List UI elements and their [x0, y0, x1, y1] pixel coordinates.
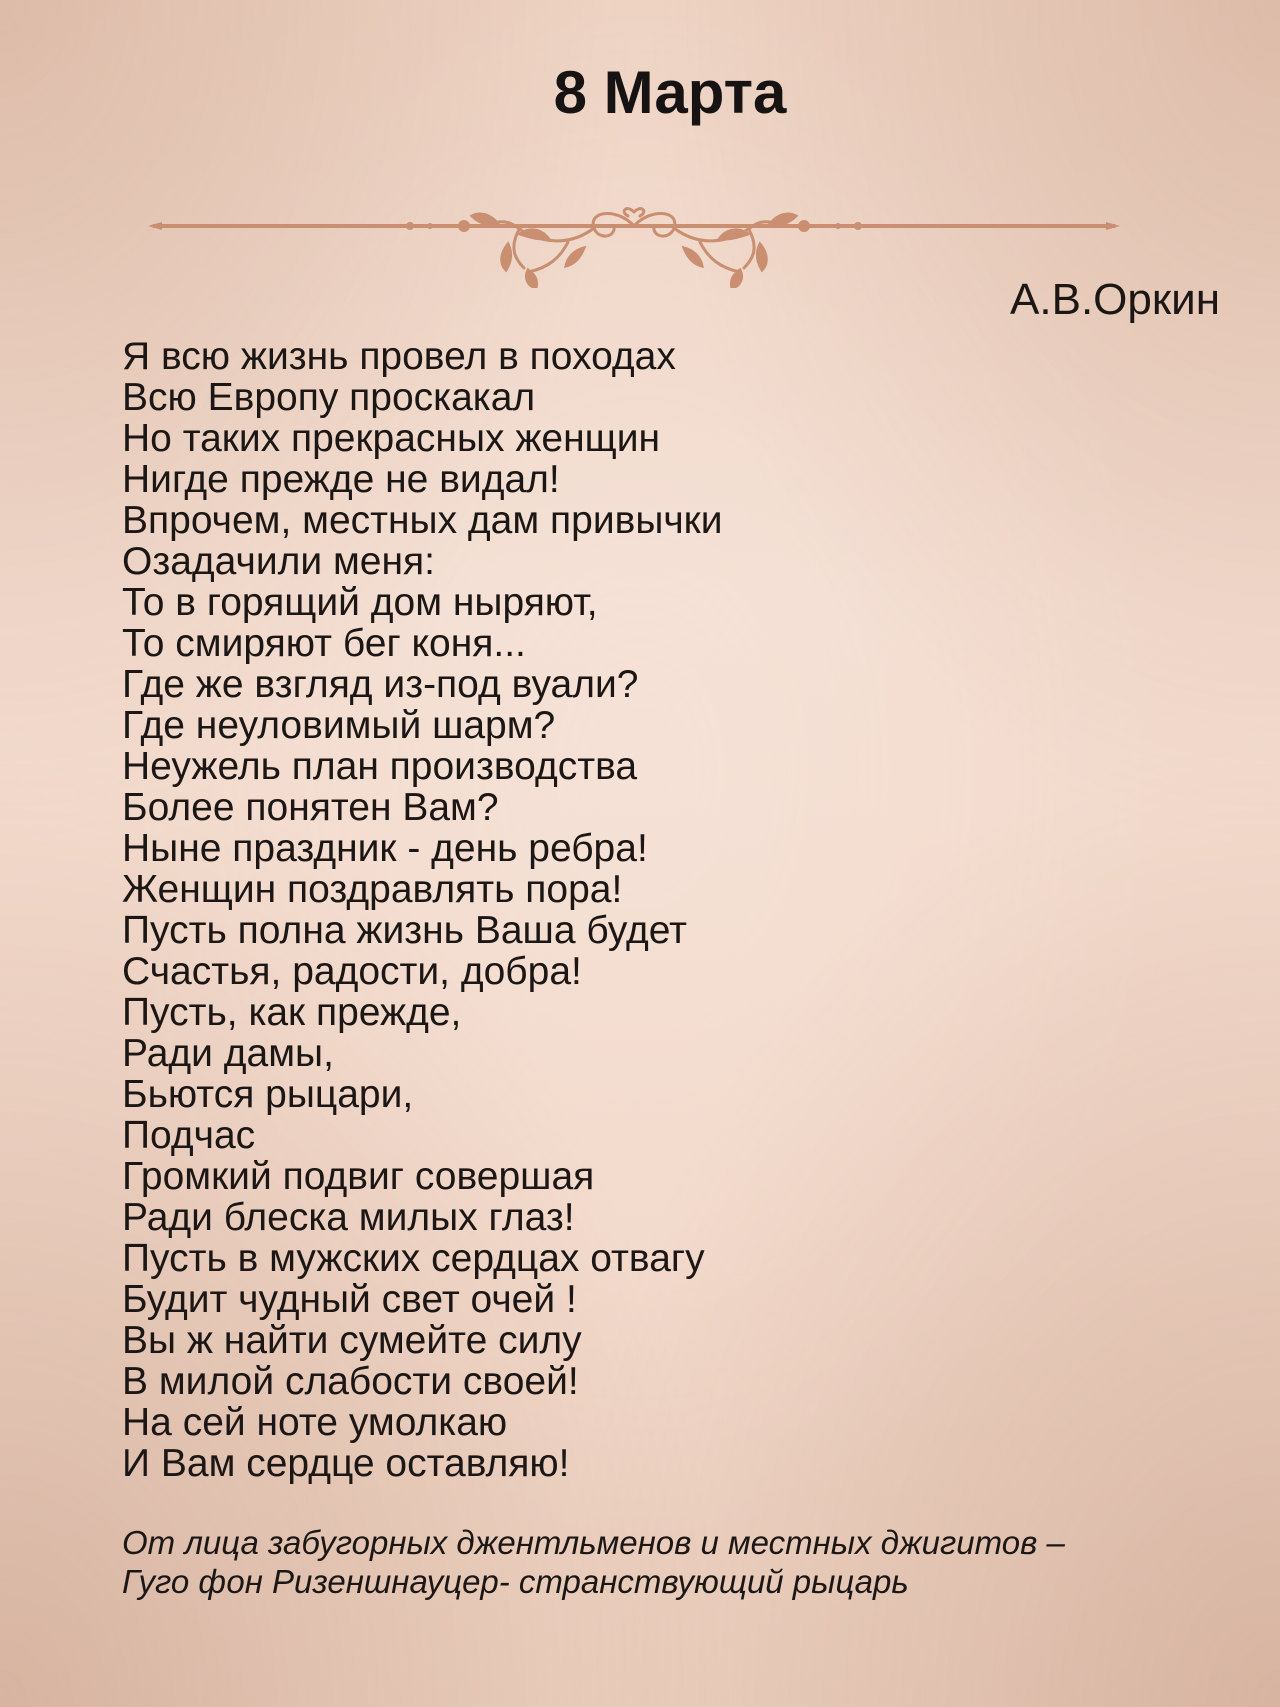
- poem-line: Я всю жизнь провел в походах: [122, 335, 676, 378]
- poem-line: То в горящий дом ныряют,: [122, 581, 598, 624]
- page-title: 8 Марта: [553, 59, 787, 126]
- poem-line: Пусть в мужских сердцах отвагу: [122, 1237, 705, 1280]
- poem-text: [122, 336, 723, 1484]
- poem-line: На сей ноте умолкаю: [122, 1401, 508, 1444]
- poem-line: Подчас: [122, 1114, 256, 1157]
- poem-line: Где же взгляд из-под вуали?: [122, 663, 639, 706]
- poem-line: Но таких прекрасных женщин: [122, 417, 661, 460]
- poem-line: Пусть, как прежде,: [122, 991, 462, 1034]
- poem-line: Пусть полна жизнь Ваша будет: [122, 909, 688, 952]
- poem-line: Бьются рыцари,: [122, 1073, 414, 1116]
- poem-line: Вы ж найти сумейте силу: [122, 1319, 582, 1362]
- poem-line: Впрочем, местных дам привычки: [122, 499, 723, 542]
- dedication-line: Гуго фон Ризеншнауцер- странствующий рыцарь: [122, 1563, 909, 1600]
- dedication: [122, 1523, 1065, 1601]
- poem-line: Счастья, радости, добра!: [122, 950, 582, 993]
- flourish-divider-icon: [148, 198, 1120, 288]
- poem-line: Громкий подвиг совершая: [122, 1155, 595, 1198]
- poem-line: В милой слабости своей!: [122, 1360, 579, 1403]
- poem-line: Ради дамы,: [122, 1032, 334, 1075]
- poem-line: Более понятен Вам?: [122, 786, 499, 829]
- poem-line: Будит чудный свет очей !: [122, 1278, 577, 1321]
- poem-line: Всю Европу проскакал: [122, 376, 536, 419]
- poem-line: Женщин поздравлять пора!: [122, 868, 623, 911]
- poem-line: Где неуловимый шарм?: [122, 704, 556, 747]
- poem-line: Нигде прежде не видал!: [122, 458, 560, 501]
- author-name: А.В.Оркин: [1010, 275, 1220, 324]
- poem-line: И Вам сердце оставляю!: [122, 1442, 570, 1485]
- poem-line: Озадачили меня:: [122, 540, 435, 583]
- poem-line: Ныне праздник - день ребра!: [122, 827, 648, 870]
- poem-line: Неужель план производства: [122, 745, 638, 788]
- poem-line: То смиряют бег коня...: [122, 622, 526, 665]
- poem-line: Ради блеска милых глаз!: [122, 1196, 575, 1239]
- dedication-line: От лица забугорных джентльменов и местных джигитов –: [122, 1524, 1065, 1561]
